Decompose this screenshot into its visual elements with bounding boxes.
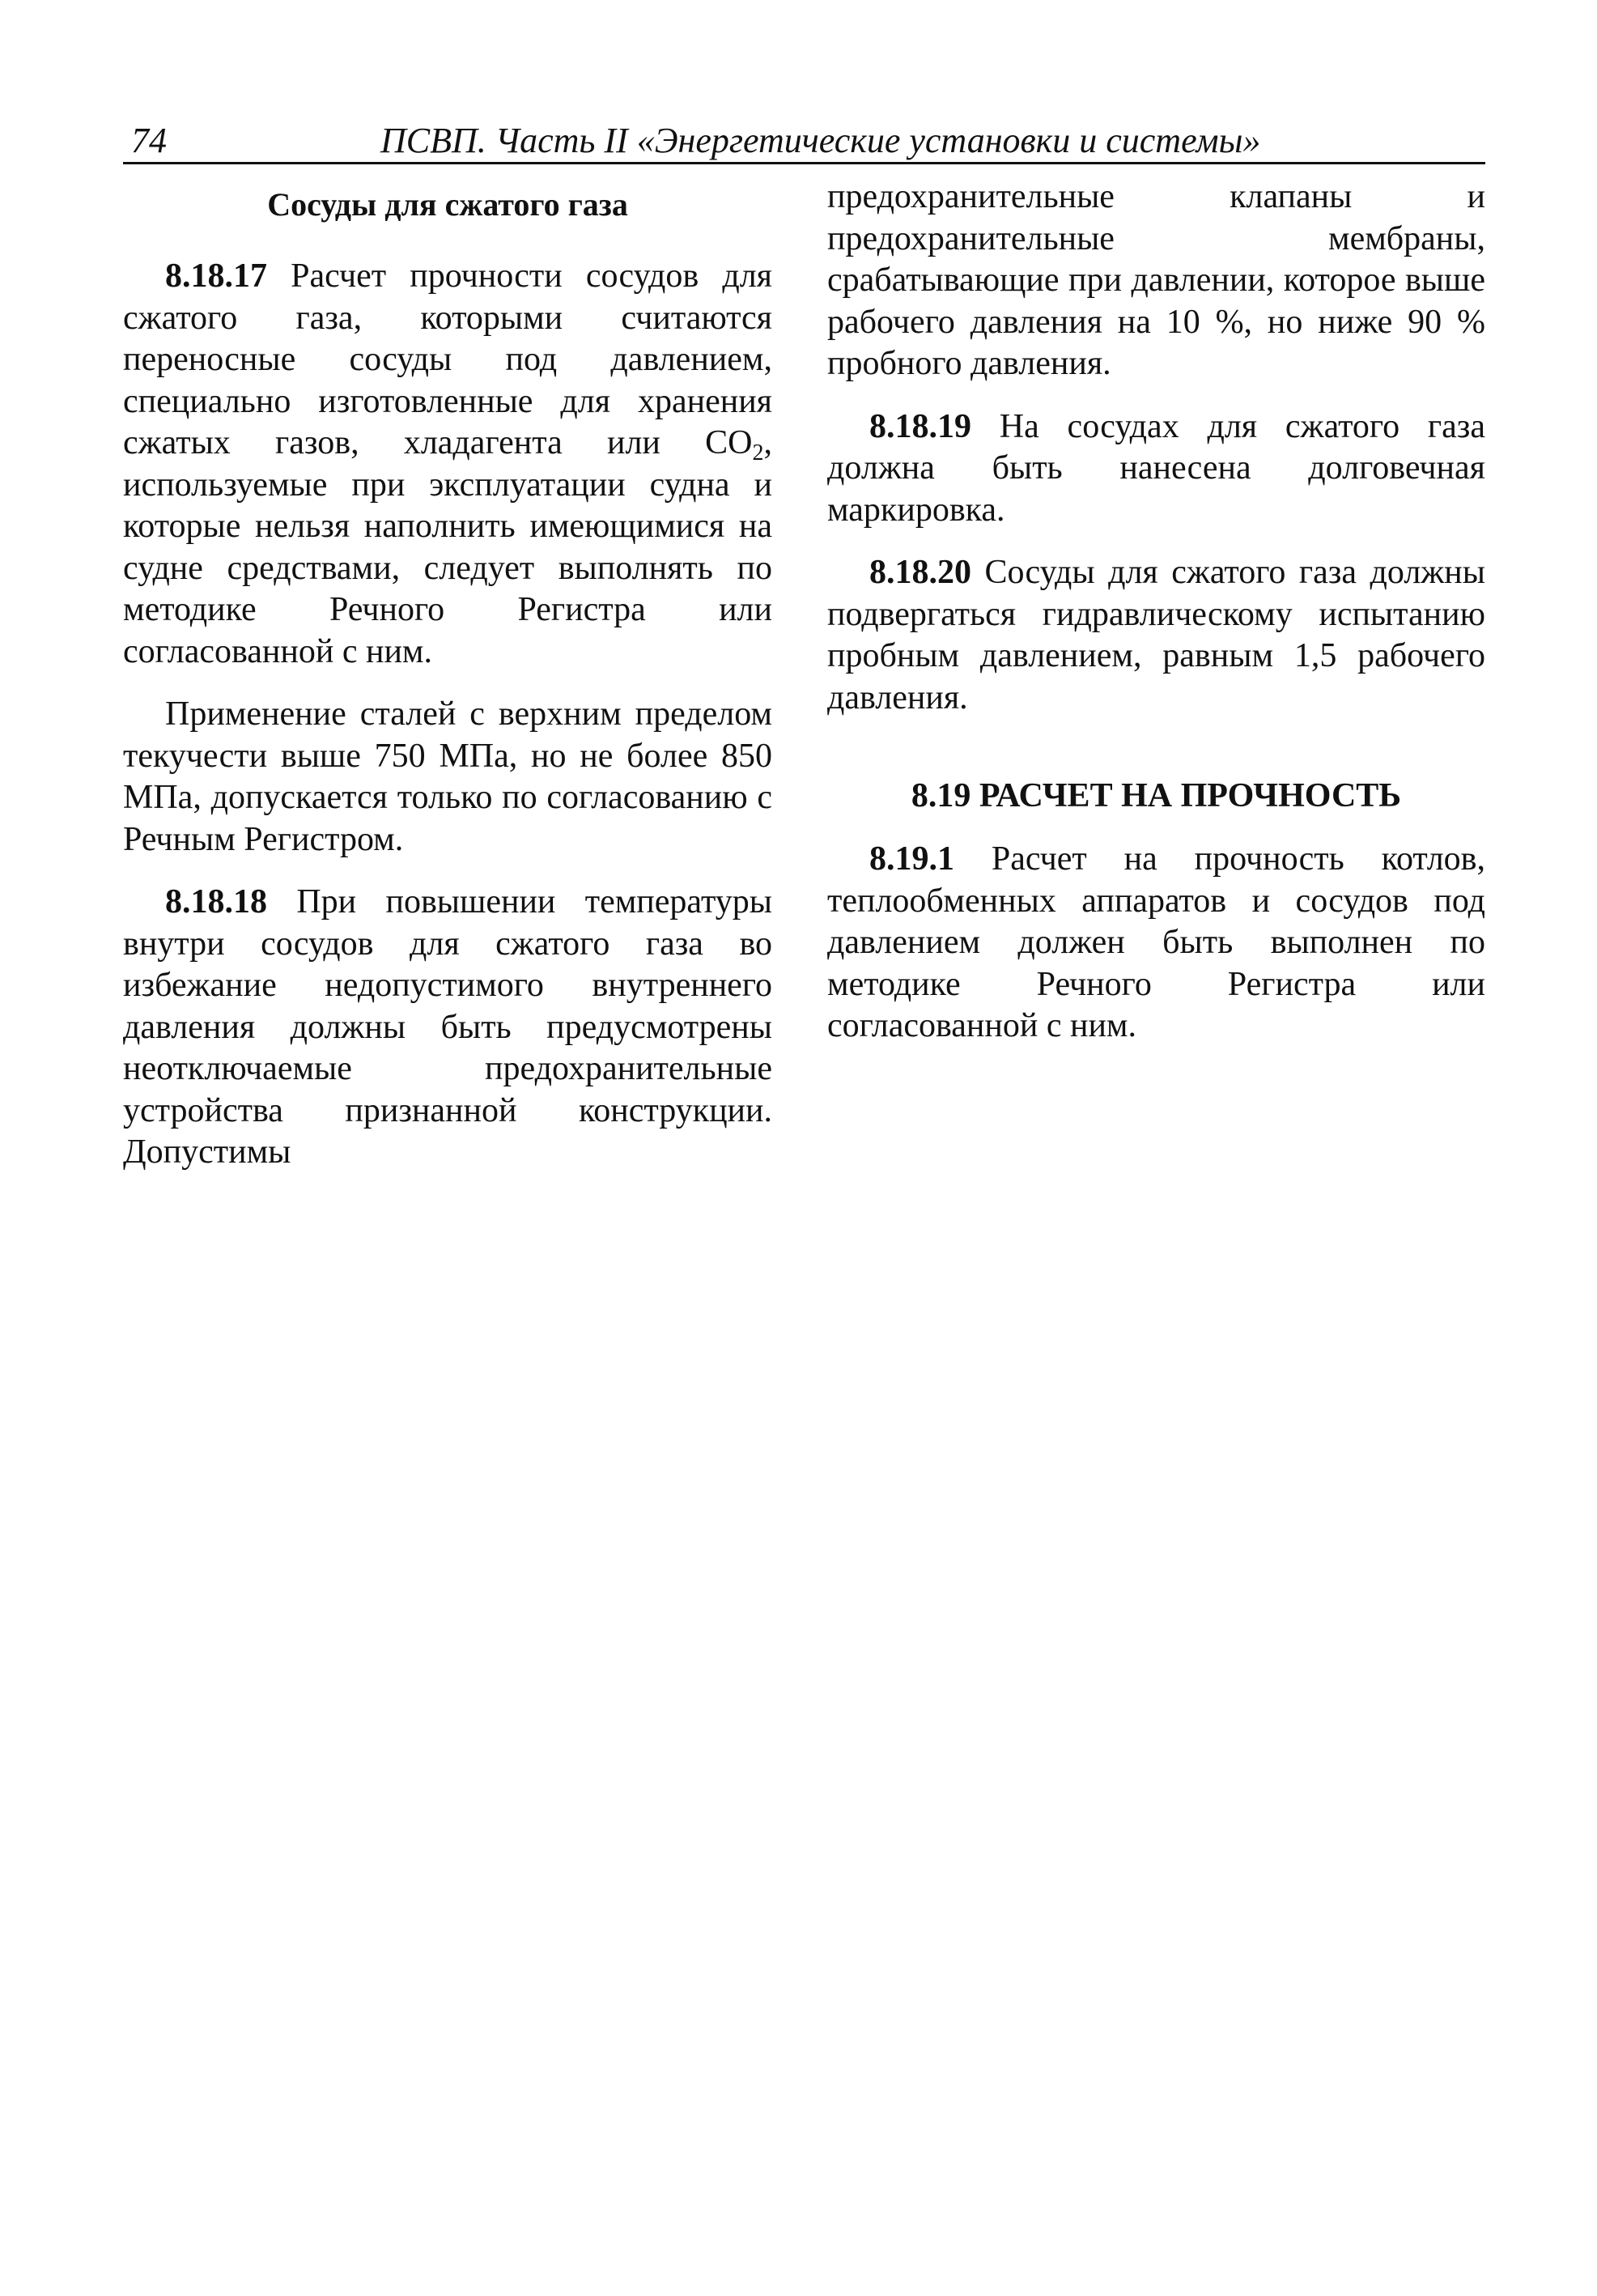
clause-number: 8.19.1 (869, 840, 954, 878)
paragraph-text: , используемые при эксплуатации судна и которые нельзя наполнить имеющимися на судне средствами, следует выполнять по методике Речного Регистра или согласованной с ним. (123, 424, 772, 670)
subscript: 2 (752, 440, 764, 466)
paragraph-text: При повышении температуры внутри сосудов для сжатого газа во избежание недопустимого внутреннего давления должны быть предусмотрены неотключаемые предохранительные устройства признанной конструкции. Допустимы (123, 883, 772, 1171)
paragraph-text: Сосуды для сжатого газа должны подвергаться гидравлическому испытанию пробным давлением, равным 1,5 рабочего давления. (827, 554, 1485, 716)
clause-number: 8.18.19 (869, 407, 971, 445)
page-header (123, 113, 1485, 164)
paragraph-8-18-18-continued: предохранительные клапаны и предохранительные мембраны, срабатывающие при давлении, которое выше рабочего давления на 10 %, но ниже 90 % пробного давления. (827, 178, 1485, 382)
paragraph-steel-yield: Применение сталей с верхним пределом текучести выше 750 МПа, но не более 850 МПа, допускается только по согласованию с Речным Регистром. (123, 695, 772, 858)
page-number: 74 (131, 121, 167, 160)
right-column (827, 176, 1485, 1069)
header-rule (123, 162, 1485, 164)
clause-number: 8.18.20 (869, 554, 971, 591)
paragraph-8-19-1 (827, 839, 1485, 1048)
left-column (123, 176, 772, 1195)
paragraph-8-18-17 (123, 256, 772, 673)
running-title: ПСВП. Часть II «Энергетические установки и системы» (380, 121, 1261, 160)
paragraph-8-18-20 (827, 552, 1485, 719)
paragraph-8-18-18 (123, 882, 772, 1174)
paragraph-text: Расчет на прочность котлов, теплообменных аппаратов и сосудов под давлением должен быть выполнен по методике Речного Регистра или согласованной с ним. (827, 840, 1485, 1044)
clause-number: 8.18.17 (165, 257, 267, 295)
clause-number: 8.18.18 (165, 883, 267, 921)
section-heading-strength-calculation: 8.19 РАСЧЕТ НА ПРОЧНОСТЬ (911, 777, 1402, 814)
paragraph-text: На сосудах для сжатого газа должна быть нанесена долговечная маркировка. (827, 407, 1485, 529)
paragraph-text: Расчет прочности сосудов для сжатого газа, которыми считаются переносные сосуды под давлением, специально изготовленные для хранения сжатых газов, хладагента или CO (123, 257, 772, 461)
paragraph-8-18-19 (827, 406, 1485, 532)
subheading-compressed-gas-vessels: Сосуды для сжатого газа (267, 186, 628, 223)
